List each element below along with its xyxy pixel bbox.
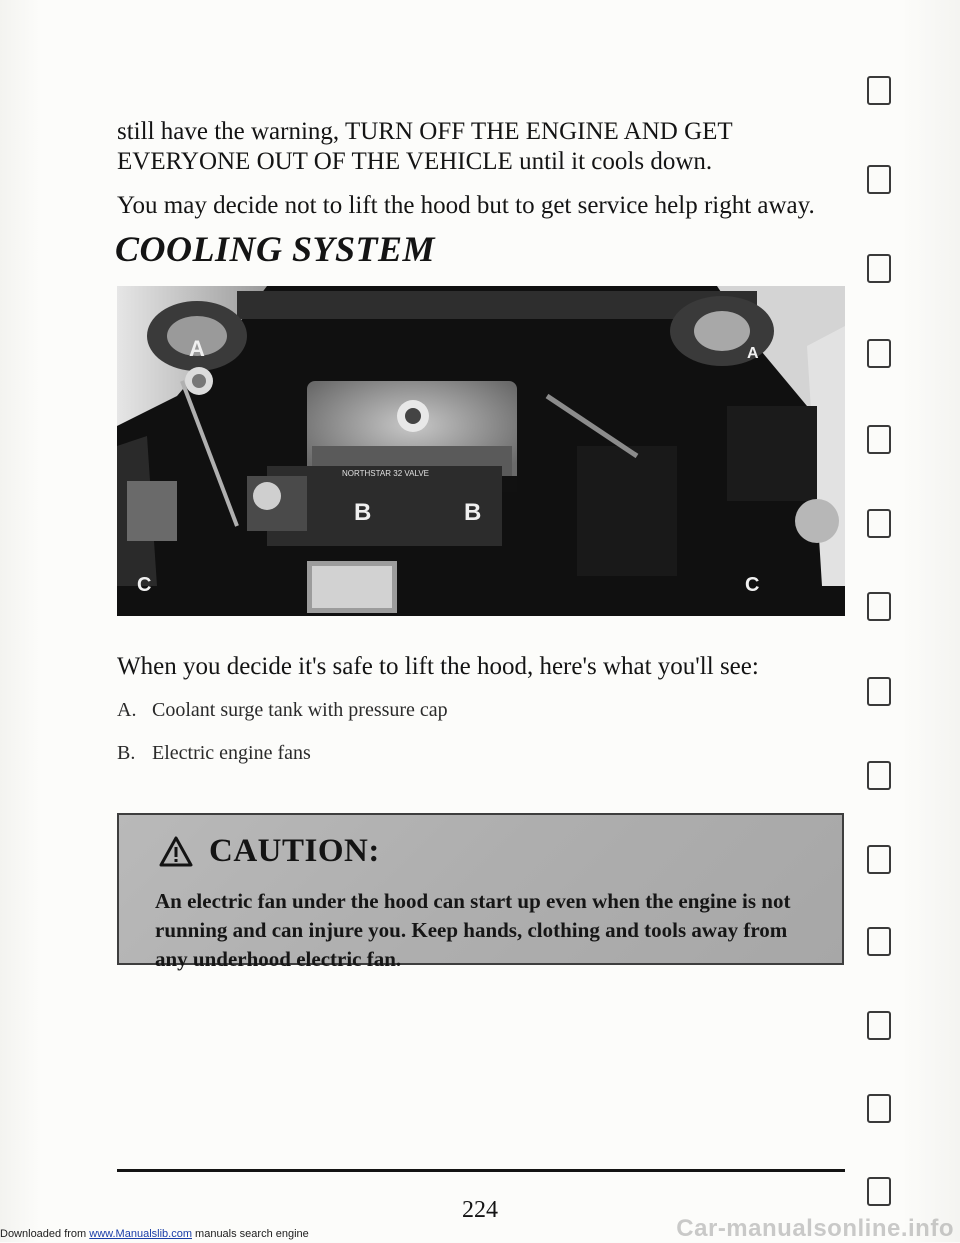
engine-cover-label: NORTHSTAR 32 VALVE [342, 469, 429, 478]
banner-prefix: Downloaded from [0, 1228, 90, 1240]
index-tab[interactable] [867, 509, 891, 538]
intro-paragraph: When you decide it's safe to lift the hood, here's what you'll see: [117, 653, 759, 680]
warning-triangle-icon [159, 836, 193, 867]
caution-text: An electric fan under the hood can start up even when the engine is not running and can injure you. Keep hands, clothing and tools away from any underhood electric fan. [155, 889, 791, 971]
item-text: Electric engine fans [152, 742, 311, 764]
index-tab[interactable] [867, 592, 891, 621]
item-text: Coolant surge tank with pressure cap [152, 699, 448, 721]
index-tab[interactable] [867, 761, 891, 790]
download-banner [0, 1227, 960, 1242]
service-paragraph: You may decide not to lift the hood but to get service help right away. [117, 192, 815, 219]
item-letter: B. [117, 742, 136, 764]
index-tab[interactable] [867, 1011, 891, 1040]
warning-paragraph: still have the warning, TURN OFF THE ENGINE AND GET EVERYONE OUT OF THE VEHICLE until it cools down. [117, 118, 733, 175]
index-tab[interactable] [867, 927, 891, 956]
callout-b-right: B [464, 499, 482, 526]
page-number: 224 [462, 1197, 498, 1223]
index-tab[interactable] [867, 425, 891, 454]
banner-suffix: manuals search engine [191, 1228, 309, 1240]
index-tab[interactable] [867, 76, 891, 105]
index-tab[interactable] [867, 1094, 891, 1123]
index-tab[interactable] [867, 165, 891, 194]
callout-c-left: C [137, 574, 152, 596]
index-tab[interactable] [867, 845, 891, 874]
index-tab[interactable] [867, 254, 891, 283]
index-tab[interactable] [867, 339, 891, 368]
caution-title-text: CAUTION: [209, 833, 380, 869]
list-item [117, 741, 311, 765]
list-item [117, 698, 448, 722]
footer-rule [117, 1169, 845, 1172]
index-tab[interactable] [867, 677, 891, 706]
engine-bay-photo [117, 286, 845, 616]
callout-a-left: A [189, 336, 205, 361]
section-heading: COOLING SYSTEM [115, 229, 436, 269]
callout-a-right: A [747, 345, 759, 362]
watermark: Car-manualsonline.info [676, 1215, 954, 1242]
caution-title [159, 833, 380, 870]
item-letter: A. [117, 699, 137, 721]
manualslib-link[interactable]: www.Manualslib.com [89, 1228, 192, 1240]
caution-box [117, 813, 844, 971]
callout-c-right: C [745, 574, 760, 596]
callout-b-left: B [354, 499, 372, 526]
